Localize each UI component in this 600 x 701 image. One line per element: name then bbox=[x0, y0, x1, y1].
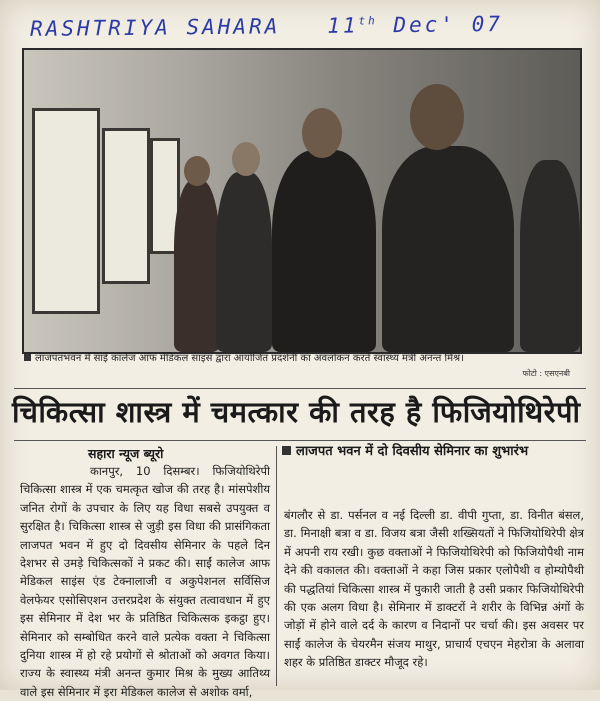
person-head bbox=[302, 108, 342, 158]
person-right bbox=[382, 146, 514, 352]
date-day: 11 bbox=[327, 13, 359, 38]
person-center bbox=[272, 150, 376, 352]
date-rest: Dec' 07 bbox=[377, 11, 504, 38]
person-woman bbox=[174, 180, 220, 352]
headline-rule bbox=[14, 388, 586, 389]
photo-credit: फोटो : एसएनबी bbox=[522, 369, 570, 378]
subhead-text: लाजपत भवन में दो दिवसीय सेमिनार का शुभारंभ bbox=[296, 444, 529, 459]
column-divider bbox=[276, 446, 277, 686]
person-head bbox=[232, 142, 260, 176]
news-photo bbox=[22, 48, 582, 354]
caption-bullet bbox=[24, 354, 31, 361]
photo-caption bbox=[24, 352, 580, 366]
subhead-bullet bbox=[282, 446, 291, 455]
caption-text: लाजपतभवन में साईं कालेज आफ मेडिकल साइंस द्वारा आयोजित प्रदर्शनी का अवलोकन करते स्वास्थ्य मंत्री अनन्त मिश्र। bbox=[35, 353, 464, 364]
date-note bbox=[296, 12, 503, 38]
poster-frame bbox=[32, 108, 100, 314]
headline-rule bbox=[14, 440, 586, 441]
person-elder bbox=[216, 172, 272, 352]
person-head bbox=[410, 84, 464, 150]
person-edge bbox=[520, 160, 580, 352]
byline: सहारा न्यूज ब्यूरो bbox=[88, 446, 164, 461]
masthead-note: RASHTRIYA SAHARA bbox=[29, 14, 281, 41]
handwritten-source-note bbox=[30, 11, 590, 41]
article-column-left: कानपुर, 10 दिसम्बर। फिजियोथिरेपी चिकित्सा शास्त्र में एक चमत्कृत खोज की तरह है। मांसपेशीय जनित रोगों के उपचार के लिए यह विधा सबसे उपयुक्त व सुरक्षित है। चिकित्सा शास्त्र से जुड़ी इस विधा की प्रासंगिकता लाजपत भवन में हुए दो दिवसीय सेमिनार के पहले दिन देशभर से उमड़े चिकित्सकों ने प्रकट की। साईं कालेज आफ मेडिकल साइंस एंड टेक्नालाजी व अकुपेशनल सर्विसिज वेलफेयर एसोसिएशन उत्तरप्रदेश के संयुक्त तत्वावधान में हुए इस सेमिनार में देश भर के प्रतिष्ठित चिकित्सक इकट्ठा हुए। सेमिनार को सम्बोधित करने वाले प्रत्येक वक्ता ने चिकित्सा दुनिया शास्त्र में हो रहे प्रयोगों से श्रोताओं को अवगत किया। राज्य के स्वास्थ्य मंत्री अनन्त कुमार मिश्र के मुख्य आतिथ्य वाले इस सेमिनार में इरा मेडिकल कालेज से अशोक वर्मा, bbox=[20, 464, 270, 699]
person-head bbox=[184, 156, 210, 186]
date-suffix: th bbox=[358, 14, 378, 28]
poster-frame bbox=[102, 128, 150, 284]
article-column-right: बंगलौर से डा. पर्सनल व नई दिल्ली डा. वीपी गुप्ता, डा. विनीत बंसल, डा. मिनाक्षी बत्रा व डा. विजय बत्रा जैसी शख्सियतों ने फिजियोथिरेपी क्षेत्र में अपनी राय रखी। कुछ वक्ताओं ने फिजियोथिरेपी को फिजियोपैथी नाम देने की वकालत की। वक्ताओं ने कहा जिस प्रकार एलोपैथी व होम्योपैथी की पद्धतियां चिकित्सा शास्त्र में पुकारी जाती है उसी प्रकार फिजियोथिरेपी की एक अलग विधा है। सेमिनार में डाक्टरों ने शरीर के विभिन्न अंगों के जोड़ों में होने वाले दर्द के कारण व निदानों पर चर्चा की। इस अवसर पर साईं कालेज के चेयरमैन संजय माथुर, प्राचार्य एचएन मेहरोत्रा के अलावा शहर के प्रतिष्ठित डाक्टर मौजूद रहे। bbox=[284, 508, 584, 670]
subheadline bbox=[282, 443, 582, 461]
headline: चिकित्सा शास्त्र में चमत्कार की तरह है फिजियोथिरेपी bbox=[12, 395, 581, 429]
